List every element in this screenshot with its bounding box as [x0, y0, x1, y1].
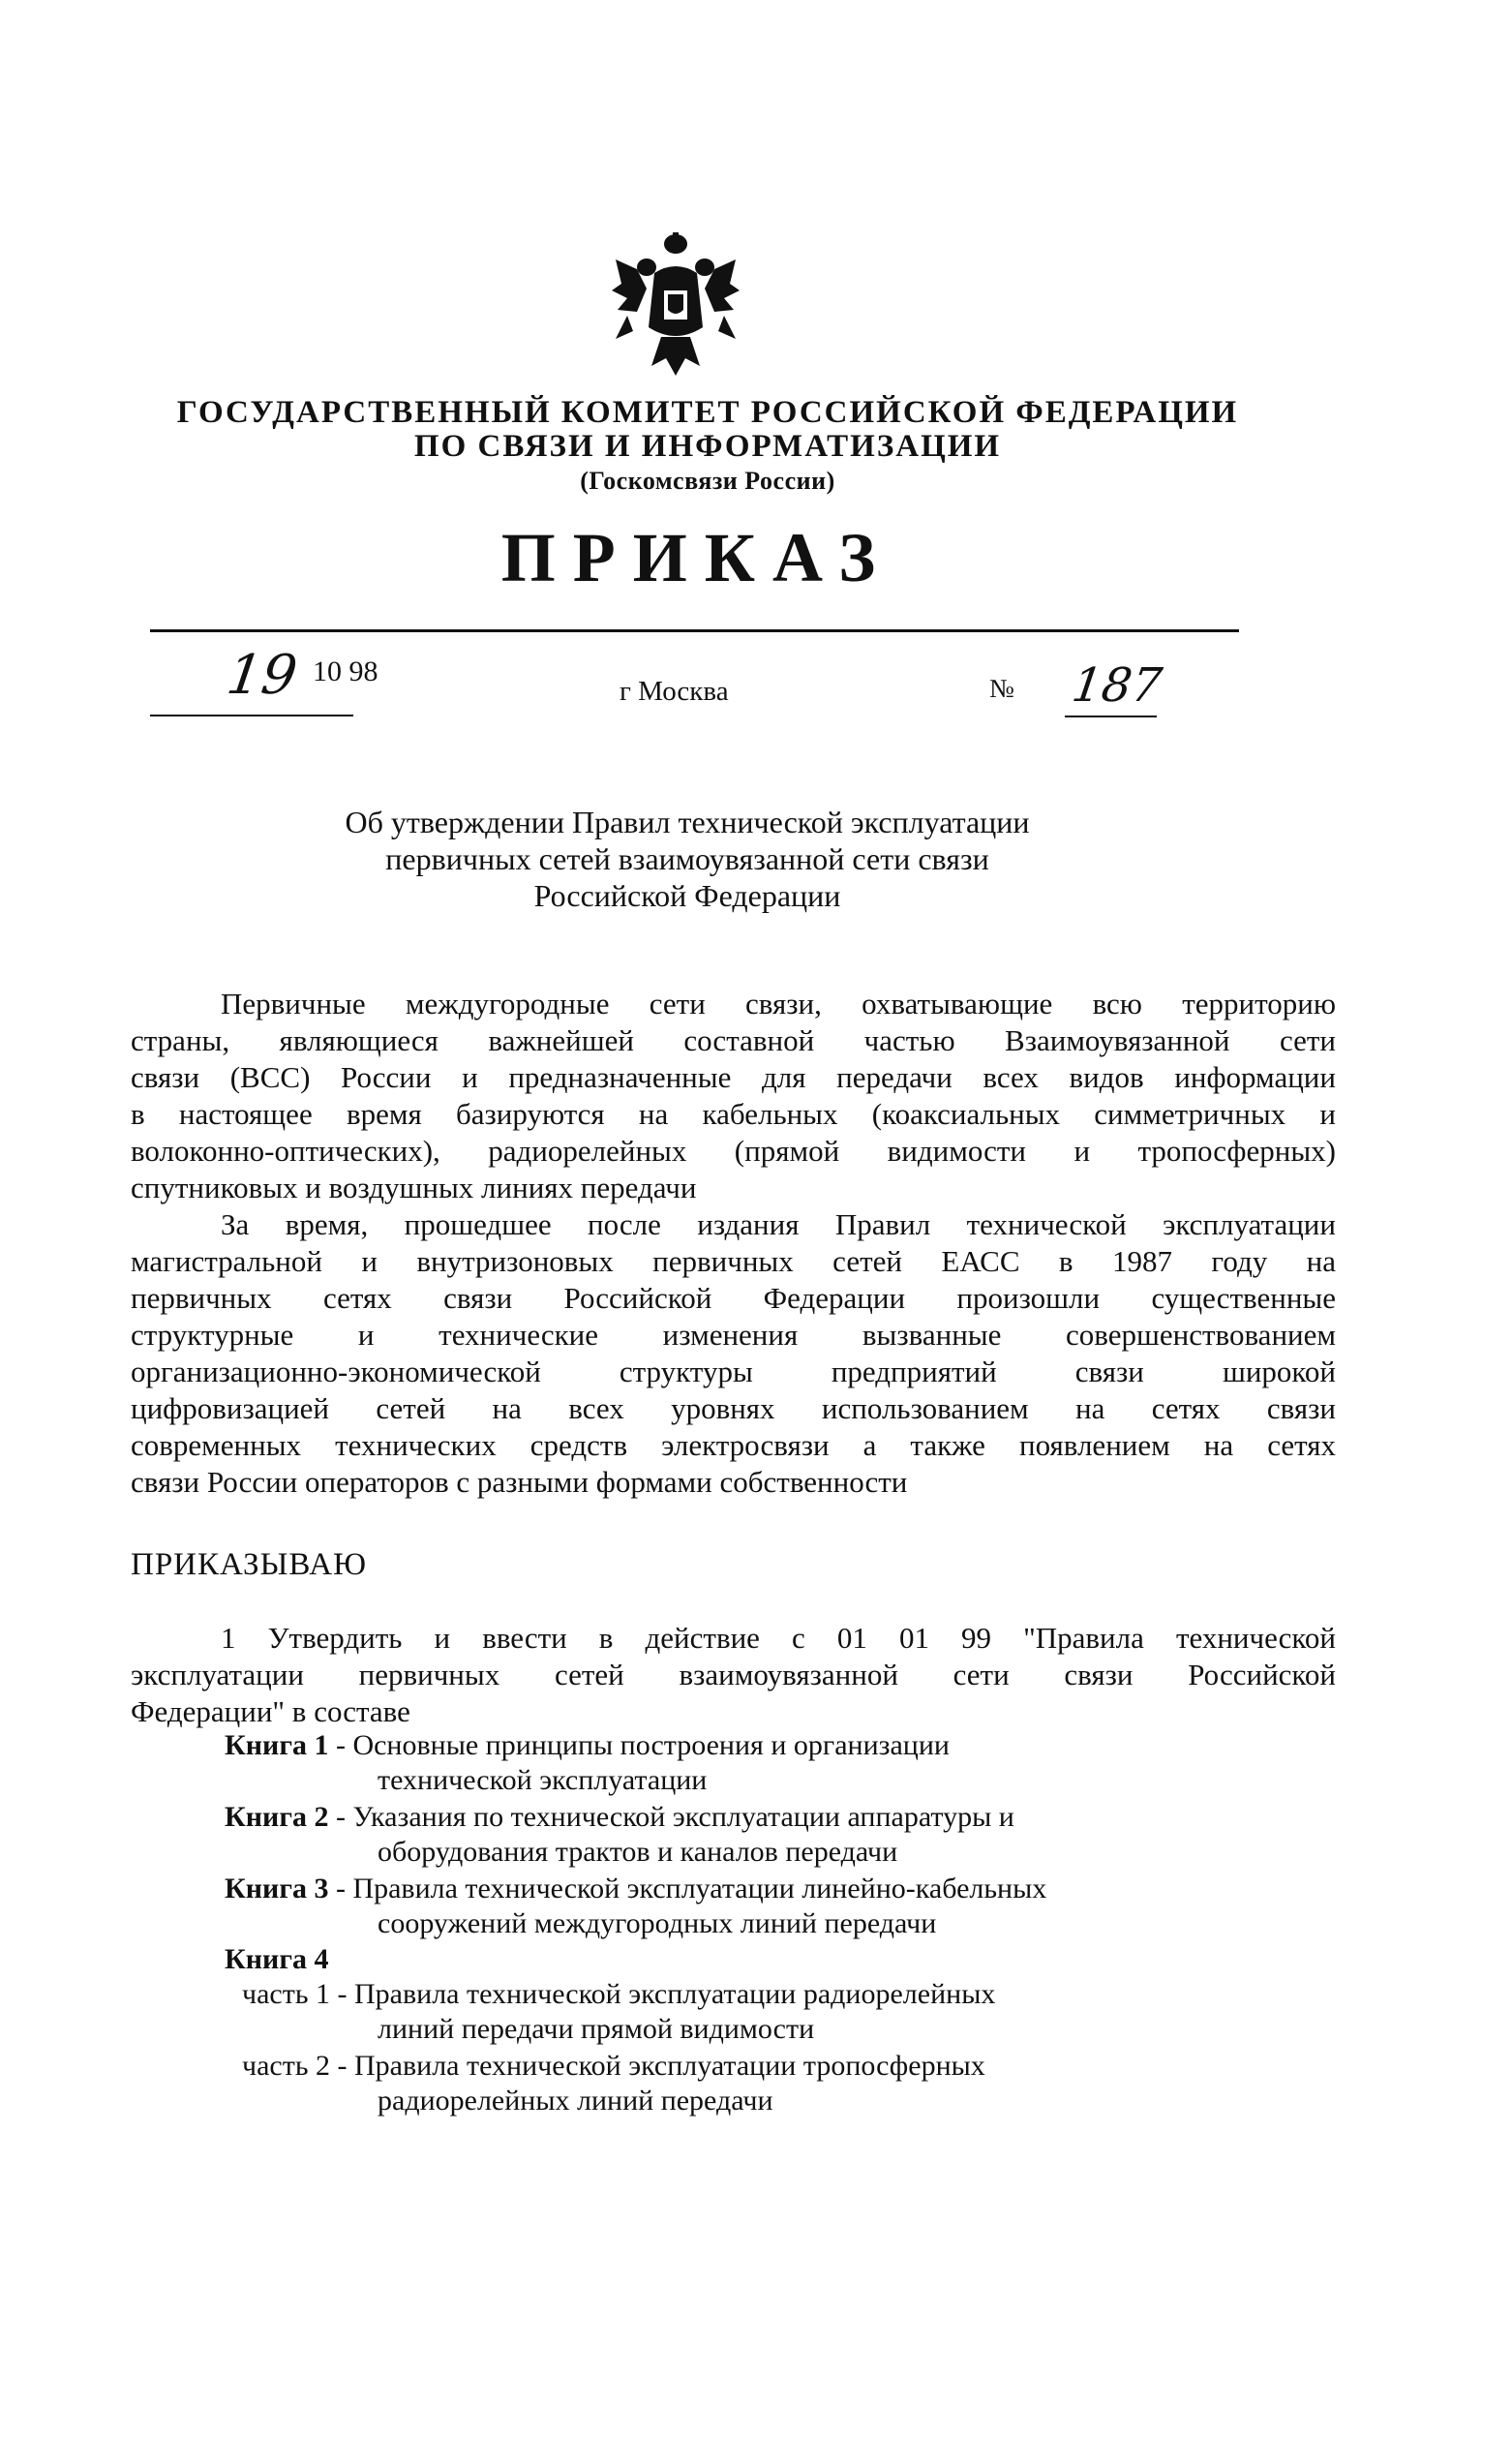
part1-line1 [242, 1977, 995, 2012]
city: г Москва [620, 676, 729, 707]
paragraph1-line: страны, являющиеся важнейшей составной частью Взаимоувязанной сети [131, 1023, 1336, 1057]
paragraph3-line: эксплуатации первичных сетей взаимоувязанной сети связи Российской [131, 1658, 1336, 1691]
paragraph1-line: спутниковых и воздушных линиях передачи [131, 1171, 697, 1204]
part1-text: - Правила технической эксплуатации радиорелейных [330, 1978, 996, 2010]
double-headed-eagle-emblem-icon [608, 230, 743, 385]
part1-line2: линий передачи прямой видимости [378, 2013, 815, 2045]
date-underline [150, 715, 353, 716]
book2-text: - Указания по технической эксплуатации аппаратуры и [328, 1801, 1014, 1833]
paragraph2-line: первичных сетях связи Российской Федерации произошли существенные [131, 1281, 1336, 1315]
order-directive-heading: ПРИКАЗЫВАЮ [131, 1547, 368, 1582]
paragraph2-line: структурные и технические изменения вызванные совершенствованием [131, 1318, 1336, 1352]
paragraph1-line: связи (ВСС) России и предназначенные для передачи всех видов информации [131, 1060, 1336, 1094]
handwritten-number: 187 [1069, 658, 1165, 713]
paragraph2-line: современных технических средств электросвязи а также появлением на сетях [131, 1428, 1336, 1462]
book2-label: Книга 2 [225, 1801, 329, 1833]
book3-line2: сооружений междугородных линий передачи [378, 1907, 937, 1939]
document-type-title: ПРИКАЗ [500, 519, 893, 596]
book4-heading [225, 1942, 328, 1977]
order-title-line2: первичных сетей взаимоувязанной сети связи [385, 841, 989, 876]
book3-text: - Правила технической эксплуатации линейно-кабельных [328, 1873, 1047, 1904]
order-title-line3: Российской Федерации [533, 878, 841, 913]
book1-line1 [225, 1728, 950, 1763]
committee-short-name: (Госкомсвязи России) [580, 467, 835, 495]
handwritten-day: 19 [223, 644, 301, 707]
part2-text: - Правила технической эксплуатации тропосферных [330, 2050, 985, 2082]
header-divider [150, 629, 1239, 632]
part2-line1 [242, 2049, 985, 2084]
printed-date: 10 98 [313, 655, 378, 687]
part2-label: часть 2 [242, 2050, 331, 2082]
paragraph3-line: 1 Утвердить и ввести в действие с 01 01 99 "Правила технической [221, 1621, 1336, 1655]
book3-label: Книга 3 [225, 1873, 329, 1904]
book2-line1 [225, 1800, 1014, 1835]
committee-name-line2: ПО СВЯЗИ И ИНФОРМАТИЗАЦИИ [413, 429, 1002, 464]
paragraph1-line: в настоящее время базируются на кабельных (коаксиальных симметричных и [131, 1097, 1336, 1131]
book4-label: Книга 4 [225, 1943, 329, 1975]
book3-line1 [225, 1872, 1046, 1906]
book1-label: Книга 1 [225, 1729, 329, 1761]
paragraph1-line: волоконно-оптических), радиорелейных (прямой видимости и тропосферных) [131, 1134, 1336, 1168]
number-underline [1065, 716, 1157, 717]
part1-label: часть 1 [242, 1978, 331, 2010]
paragraph1-line: Первичные междугородные сети связи, охватывающие всю территорию [221, 987, 1336, 1020]
number-label: № [989, 674, 1014, 703]
paragraph3-line: Федерации" в составе [131, 1694, 410, 1728]
paragraph2-line: магистральной и внутризоновых первичных сетей ЕАСС в 1987 году на [131, 1244, 1336, 1278]
committee-name-line1: ГОСУДАРСТВЕННЫЙ КОМИТЕТ РОССИЙСКОЙ ФЕДЕРАЦИИ [176, 395, 1239, 430]
paragraph2-line: цифровизацией сетей на всех уровнях использованием на сетях связи [131, 1391, 1336, 1425]
book1-text: - Основные принципы построения и организации [328, 1729, 950, 1761]
book1-line2: технической эксплуатации [378, 1764, 708, 1796]
paragraph2-line: организационно-экономической структуры предприятий связи широкой [131, 1355, 1336, 1388]
book2-line2: оборудования трактов и каналов передачи [378, 1836, 898, 1868]
paragraph2-line: За время, прошедшее после издания Правил технической эксплуатации [221, 1207, 1336, 1241]
order-title-line1: Об утверждении Правил технической эксплуатации [345, 805, 1030, 839]
paragraph2-line: связи России операторов с разными формами собственности [131, 1465, 908, 1499]
part2-line2: радиорелейных линий передачи [378, 2085, 773, 2117]
